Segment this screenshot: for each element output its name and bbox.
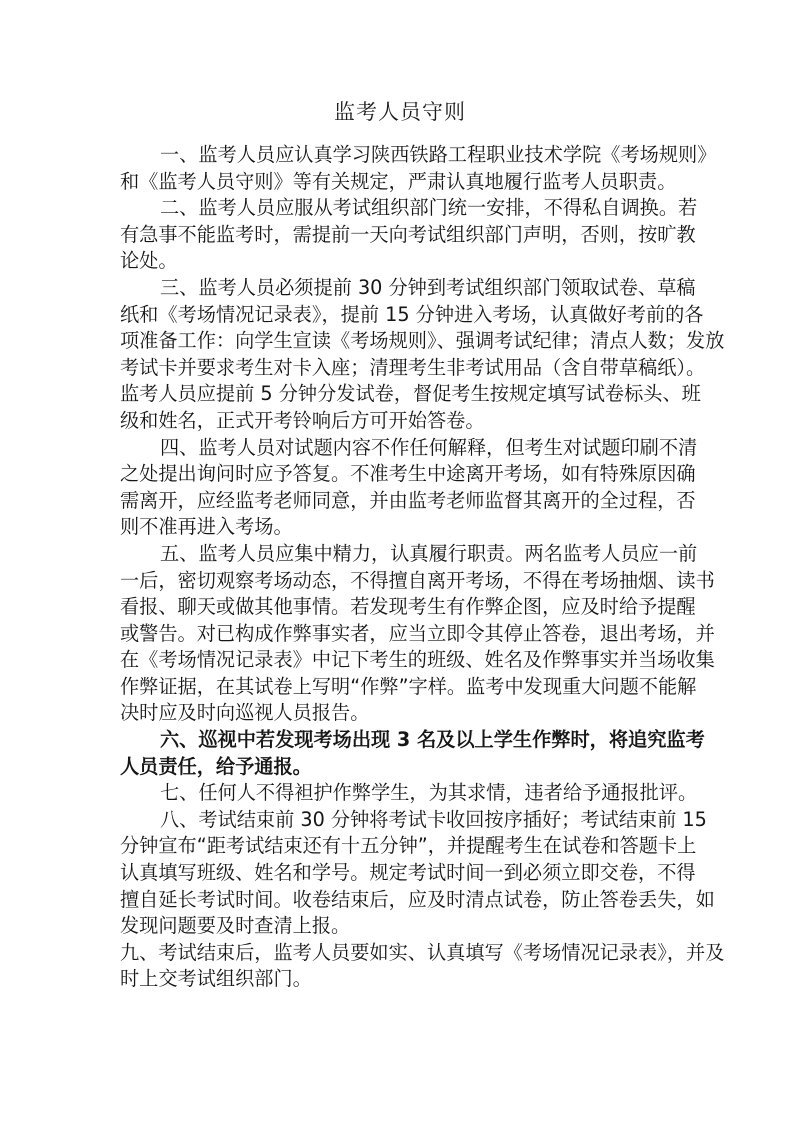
- paragraph-line: 监考人员应提前 5 分钟分发试卷，督促考生按规定填写试卷标头、班: [120, 382, 701, 406]
- rule-5-paragraph: [120, 541, 715, 727]
- document-body: [120, 142, 725, 993]
- paragraph-line: 九、考试结束后，监考人员要如实、认真填写《考场情况记录表》，并及: [120, 940, 725, 964]
- paragraph-line: 或警告。对已构成作弊事实者，应当立即令其停止答卷，退出考场，并: [120, 621, 715, 645]
- paragraph-line: 和《监考人员守则》等有关规定，严肃认真地履行监考人员职责。: [120, 169, 677, 193]
- paragraph-line: 项准备工作：向学生宣读《考场规则》、强调考试纪律；清点人数；发放: [120, 329, 725, 353]
- paragraph-line: 纸和《考场情况记录表》，提前 15 分钟进入考场，认真做好考前的各: [120, 302, 704, 326]
- paragraph-line: 需离开，应经监考老师同意，并由监考老师监督其离开的全过程，否: [120, 488, 696, 512]
- paragraph-line: 决时应及时向巡视人员报告。: [120, 701, 370, 725]
- paragraph-line: 认真填写班级、姓名和学号。规定考试时间一到必须立即交卷，不得: [120, 861, 696, 885]
- rule-4-paragraph: [120, 435, 698, 541]
- rule-8-paragraph: [120, 807, 715, 940]
- rule-6-paragraph: [120, 727, 705, 780]
- paragraph-line: 五、监考人员应集中精力，认真履行职责。两名监考人员应一前: [160, 541, 698, 565]
- paragraph-line: 分钟宣布“距考试结束还有十五分钟”，并提醒考生在试卷和答题卡上: [120, 834, 697, 858]
- paragraph-line: 一后，密切观察考场动态，不得擅自离开考场，不得在考场抽烟、读书: [120, 568, 715, 592]
- paragraph-line: 擅自延长考试时间。收卷结束后，应及时清点试卷，防止答卷丢失，如: [120, 887, 715, 911]
- paragraph-line: 考试卡并要求考生对卡入座；清理考生非考试用品（含自带草稿纸）。: [120, 355, 706, 379]
- paragraph-line: 六、巡视中若发现考场出现 3 名及以上学生作弊时，将追究监考: [160, 728, 705, 752]
- paragraph-line: 在《考场情况记录表》中记下考生的班级、姓名及作弊事实并当场收集: [120, 648, 715, 672]
- paragraph-line: 一、监考人员应认真学习陕西铁路工程职业技术学院《考场规则》: [160, 143, 717, 166]
- rule-1-paragraph: [120, 142, 717, 195]
- paragraph-line: 人员责任，给予通报。: [120, 754, 312, 778]
- paragraph-line: 有急事不能监考时，需提前一天向考试组织部门声明，否则，按旷教: [120, 222, 696, 246]
- paragraph-line: 级和姓名，正式开考铃响后方可开始答卷。: [120, 408, 485, 432]
- paragraph-line: 论处。: [120, 249, 178, 273]
- paragraph-line: 三、监考人员必须提前 30 分钟到考试组织部门领取试卷、草稿: [160, 275, 696, 299]
- paragraph-line: 四、监考人员对试题内容不作任何解释，但考生对试题印刷不清: [160, 435, 698, 459]
- paragraph-line: 八、考试结束前 30 分钟将考试卡收回按序插好；考试结束前 15: [160, 807, 707, 831]
- rule-7-paragraph: [120, 780, 698, 807]
- paragraph-line: 七、任何人不得袒护作弊学生，为其求情，违者给予通报批评。: [160, 781, 698, 805]
- paragraph-line: 作弊证据，在其试卷上写明“作弊”字样。监考中发现重大问题不能解: [120, 674, 697, 698]
- rule-2-paragraph: [120, 195, 698, 275]
- rule-3-paragraph: [120, 275, 725, 435]
- paragraph-line: 之处提出询问时应予答复。不准考生中途离开考场，如有特殊原因确: [120, 462, 696, 486]
- rule-9-paragraph: [120, 940, 725, 993]
- paragraph-line: 二、监考人员应服从考试组织部门统一安排，不得私自调换。若: [160, 196, 698, 220]
- paragraph-line: 看报、聊天或做其他事情。若发现考生有作弊企图，应及时给予提醒: [120, 595, 696, 619]
- document-title: 监考人员守则: [334, 100, 466, 124]
- paragraph-line: 时上交考试组织部门。: [120, 967, 312, 991]
- paragraph-line: 发现问题要及时查清上报。: [120, 914, 351, 938]
- paragraph-line: 则不准再进入考场。: [120, 515, 293, 539]
